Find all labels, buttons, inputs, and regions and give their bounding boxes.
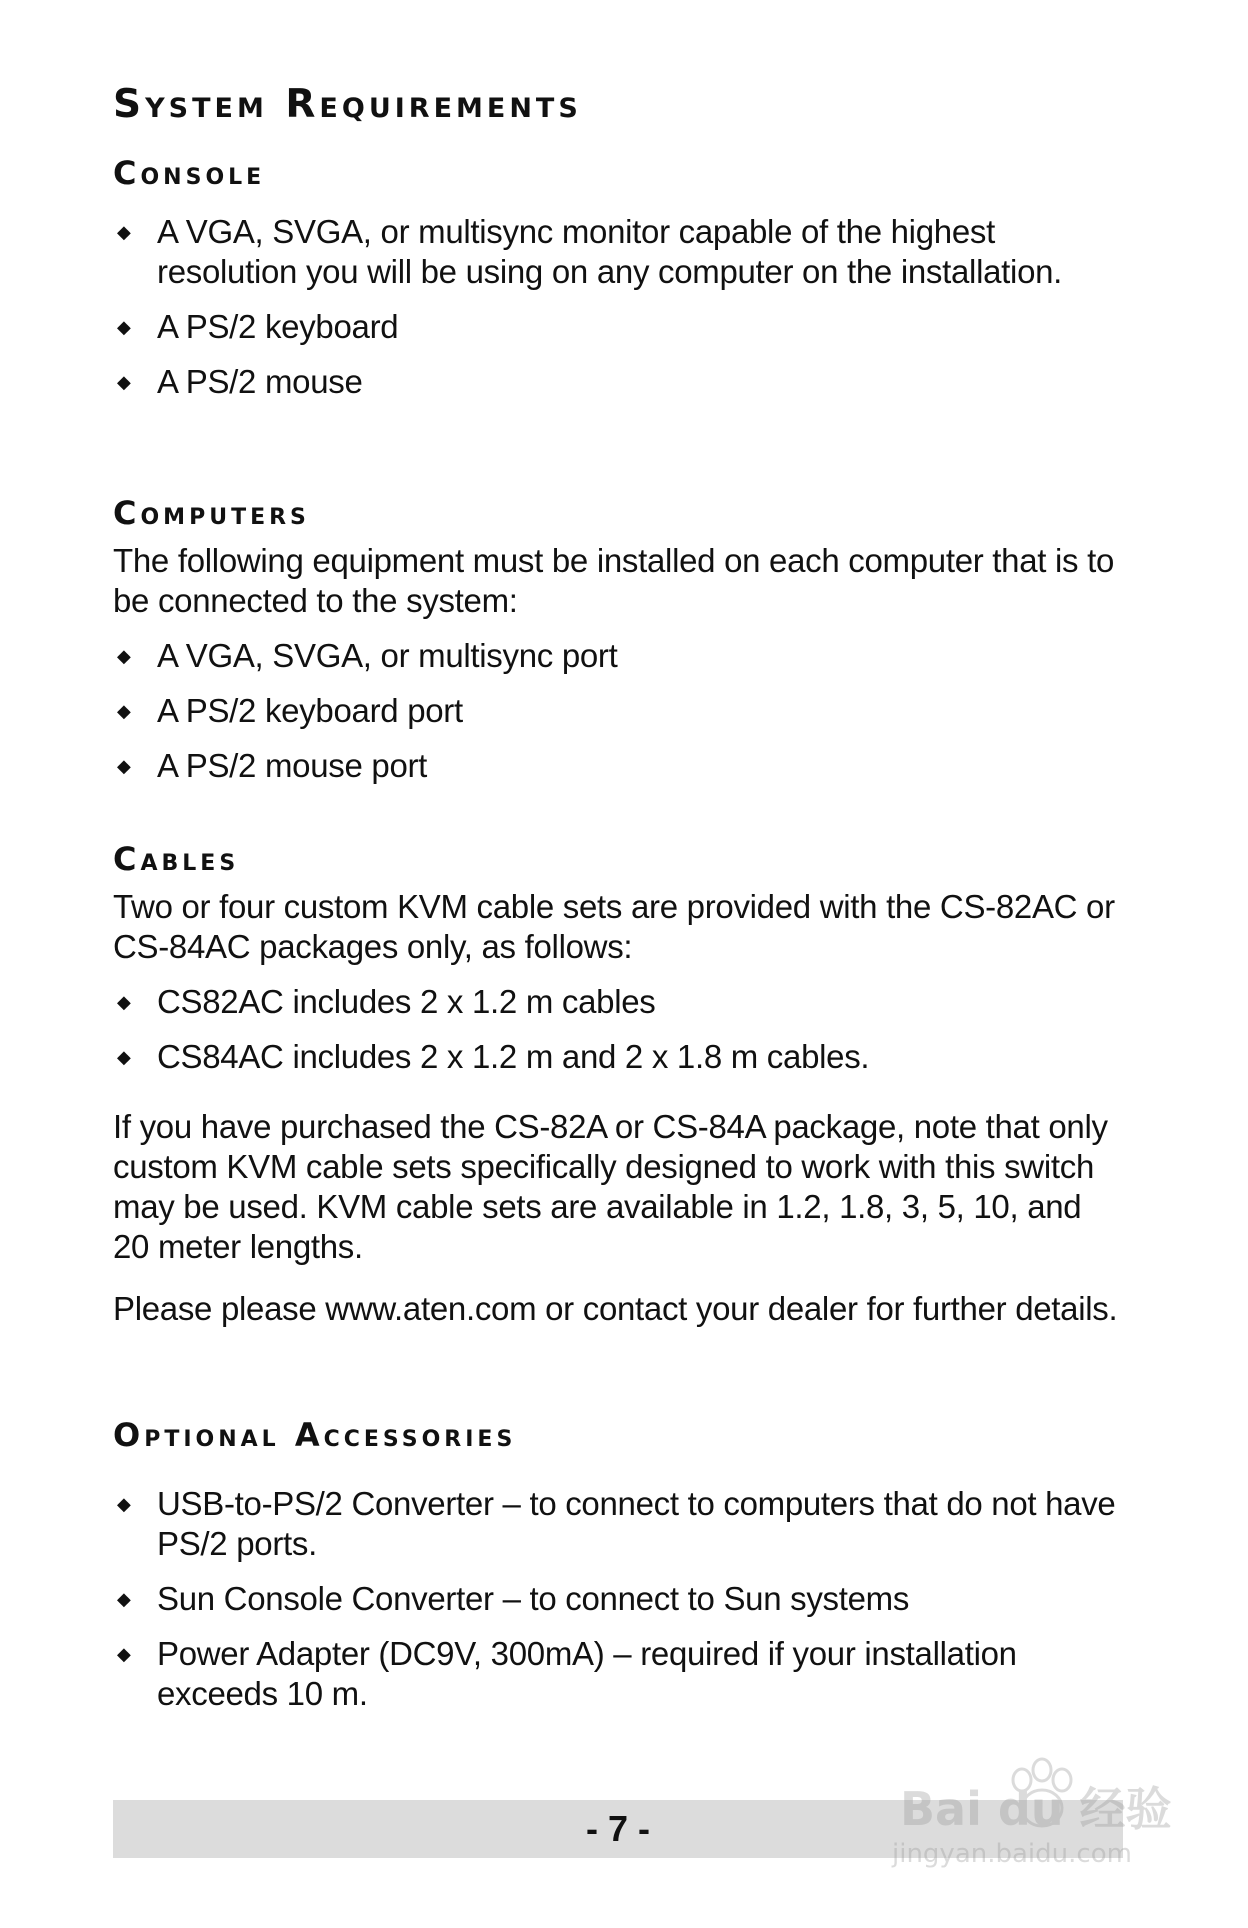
cables-intro: Two or four custom KVM cable sets are provided with the CS-82AC or CS-84AC packages only, as follows: xyxy=(113,888,1115,965)
accessories-list xyxy=(113,1484,1123,1729)
diamond-bullet-icon: ◆ xyxy=(117,646,131,666)
list-item: ◆ A PS/2 keyboard port xyxy=(117,692,463,729)
diamond-bullet-icon: ◆ xyxy=(117,1047,131,1067)
diamond-bullet-icon: ◆ xyxy=(117,317,131,337)
list-item: ◆ A VGA, SVGA, or multisync monitor capable of the highest resolution you will be using on any computer on the installation. xyxy=(117,213,1063,290)
list-item: ◆ A PS/2 mouse port xyxy=(117,747,428,784)
diamond-bullet-icon: ◆ xyxy=(117,222,131,242)
diamond-bullet-icon: ◆ xyxy=(117,1589,131,1609)
section-heading-computers: Computers xyxy=(113,494,310,532)
section-heading-cables: Cables xyxy=(113,840,240,878)
diamond-bullet-icon: ◆ xyxy=(117,372,131,392)
list-item: ◆ Sun Console Converter – to connect to Sun systems xyxy=(117,1580,910,1617)
list-item: ◆ Power Adapter (DC9V, 300mA) – required if your installation exceeds 10 m. xyxy=(117,1635,1017,1712)
section-heading-console: Console xyxy=(113,154,266,192)
list-item: ◆ A PS/2 mouse xyxy=(117,363,363,400)
computers-list xyxy=(113,636,1123,801)
watermark-logo-text: Bai du 经验 xyxy=(900,1782,1172,1836)
console-list xyxy=(113,212,1123,417)
cables-list xyxy=(113,982,1123,1092)
computers-intro: The following equipment must be installed on each computer that is to be connected to the system: xyxy=(113,542,1115,619)
diamond-bullet-icon: ◆ xyxy=(117,1494,131,1514)
diamond-bullet-icon: ◆ xyxy=(117,701,131,721)
diamond-bullet-icon: ◆ xyxy=(117,1644,131,1664)
baidu-jingyan-watermark-icon xyxy=(880,1740,1180,1870)
list-item: ◆ CS82AC includes 2 x 1.2 m cables xyxy=(117,983,656,1020)
list-item: ◆ CS84AC includes 2 x 1.2 m and 2 x 1.8 m cables. xyxy=(117,1038,870,1075)
diamond-bullet-icon: ◆ xyxy=(117,756,131,776)
cables-note: If you have purchased the CS-82A or CS-84A package, note that only custom KVM cable sets specifically designed to work with this switch may be used. KVM cable sets are available in 1.2, 1.8, 3, 5, 10, and 20 meter lengths. xyxy=(113,1108,1108,1265)
cables-contact: Please please www.aten.com or contact your dealer for further details. xyxy=(113,1290,1118,1327)
list-item: ◆ A PS/2 keyboard xyxy=(117,308,399,345)
page-number: - 7 - xyxy=(585,1808,650,1849)
list-item: ◆ A VGA, SVGA, or multisync port xyxy=(117,637,618,674)
watermark-url: jingyan.baidu.com xyxy=(892,1839,1132,1869)
section-heading-optional-accessories: Optional Accessories xyxy=(113,1416,517,1454)
diamond-bullet-icon: ◆ xyxy=(117,992,131,1012)
page-title: System Requirements xyxy=(113,82,582,127)
list-item: ◆ USB-to-PS/2 Converter – to connect to computers that do not have PS/2 ports. xyxy=(117,1485,1116,1562)
